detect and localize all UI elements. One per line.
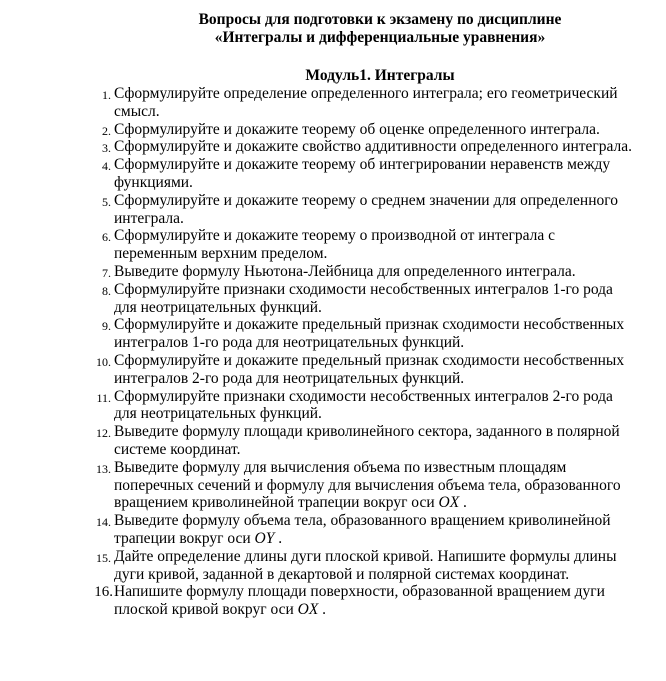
list-item-text bbox=[114, 583, 634, 619]
list-item-number: 2. bbox=[102, 123, 111, 138]
list-item-number: 8. bbox=[102, 283, 111, 298]
list-item-body: Дайте определение длины дуги плоской кривой. Напишите формулы длины дуги кривой, заданной в декартовой и полярной системах координат. bbox=[114, 547, 617, 583]
list-item-text bbox=[114, 423, 634, 459]
list-item-number: 9. bbox=[102, 319, 111, 334]
list-item-body: Выведите формулу площади криволинейного сектора, заданного в полярной системе координат. bbox=[114, 423, 620, 458]
list-item-text bbox=[114, 352, 634, 388]
list-item bbox=[0, 85, 666, 121]
list-item-body: Напишите формулу площади поверхности, образованной вращением дуги плоской кривой вокруг оси bbox=[114, 583, 605, 619]
list-item-tail: . bbox=[459, 494, 467, 512]
list-item bbox=[0, 138, 666, 156]
list-item bbox=[0, 281, 666, 317]
list-item-text bbox=[114, 85, 634, 121]
list-item-number: 6. bbox=[102, 230, 111, 245]
list-item-text bbox=[114, 281, 634, 317]
list-item-body: Сформулируйте и докажите теорему об оценке определенного интеграла. bbox=[114, 120, 600, 138]
list-item bbox=[0, 316, 666, 352]
document-title-line-1: Вопросы для подготовки к экзамену по дисциплине bbox=[198, 11, 562, 28]
list-item-number: 13. bbox=[96, 461, 111, 476]
list-item bbox=[0, 548, 666, 584]
list-item-text bbox=[114, 192, 634, 228]
list-item bbox=[0, 121, 666, 139]
list-item-body: Выведите формулу объема тела, образованного вращением криволинейной трапеции вокруг оси bbox=[114, 512, 611, 547]
list-item-text bbox=[114, 138, 634, 156]
axis-symbol: OX bbox=[438, 494, 460, 512]
list-item-text bbox=[114, 388, 634, 424]
list-item-number: 14. bbox=[96, 515, 111, 530]
list-item-number: 12. bbox=[96, 426, 111, 441]
list-item-number: 11. bbox=[96, 390, 111, 405]
list-item-body: Сформулируйте и докажите теорему о среднем значении для определенного интеграла. bbox=[114, 191, 618, 227]
list-item bbox=[0, 227, 666, 263]
list-item bbox=[0, 352, 666, 388]
axis-symbol: OY bbox=[254, 529, 275, 547]
list-item-text bbox=[114, 121, 634, 139]
list-item-text bbox=[114, 548, 634, 584]
list-item-number: 1. bbox=[102, 88, 111, 102]
list-item-number: 15. bbox=[96, 550, 111, 565]
list-item-body: Выведите формулу для вычисления объема по известным площадям поперечных сечений и формулу для вычисления объема тела, образованного вращением криволинейной трапеции вокруг оси bbox=[114, 458, 621, 512]
list-item-body: Выведите формулу Ньютона-Лейбница для определенного интеграла. bbox=[114, 262, 576, 280]
document-title-line-2: «Интегралы и дифференциальные уравнения» bbox=[214, 29, 546, 46]
questions-list bbox=[0, 85, 666, 619]
list-item-tail: . bbox=[274, 529, 283, 547]
list-item bbox=[0, 263, 666, 281]
list-item bbox=[0, 388, 666, 424]
list-item bbox=[0, 583, 666, 619]
list-item-text bbox=[114, 512, 634, 548]
list-item-body: Сформулируйте и докажите теорему о производной от интеграла с переменным верхним пределом. bbox=[114, 227, 556, 263]
list-item-text bbox=[114, 316, 634, 352]
list-item-text bbox=[114, 156, 634, 192]
list-item-number: 5. bbox=[102, 194, 111, 209]
list-item-body: Сформулируйте признаки сходимости несобственных интегралов 2-го рода для неотрицательных функций. bbox=[114, 387, 613, 423]
list-item-number: 7. bbox=[102, 265, 111, 280]
list-item bbox=[0, 156, 666, 192]
list-item-tail: . bbox=[318, 601, 327, 619]
list-item-number: 3. bbox=[102, 141, 111, 156]
list-item bbox=[0, 192, 666, 228]
list-item-text bbox=[114, 263, 634, 281]
list-item-number: 10. bbox=[96, 354, 111, 369]
module-heading: Модуль1. Интегралы bbox=[305, 67, 455, 84]
list-item bbox=[0, 512, 666, 548]
list-item-body: Сформулируйте и докажите предельный признак сходимости несобственных интегралов 1-го рода для неотрицательных функций. bbox=[114, 316, 625, 352]
list-item-text bbox=[114, 227, 634, 263]
axis-symbol: OX bbox=[297, 601, 319, 619]
list-item-number: 4. bbox=[102, 159, 111, 174]
list-item-body: Сформулируйте и докажите теорему об интегрировании неравенств между функциями. bbox=[114, 156, 611, 191]
list-item-body: Сформулируйте определение определенного интеграла; его геометрический смысл. bbox=[114, 85, 618, 120]
list-item-body: Сформулируйте и докажите предельный признак сходимости несобственных интегралов 2-го рода для неотрицательных функций. bbox=[114, 351, 625, 387]
list-item bbox=[0, 459, 666, 512]
list-item-text bbox=[114, 459, 634, 512]
list-item-body: Сформулируйте признаки сходимости несобственных интегралов 1-го рода для неотрицательных функций. bbox=[114, 280, 613, 316]
list-item bbox=[0, 423, 666, 459]
list-item-body: Сформулируйте и докажите свойство аддитивности определенного интеграла. bbox=[114, 138, 633, 156]
list-item-number: 16. bbox=[94, 584, 113, 601]
